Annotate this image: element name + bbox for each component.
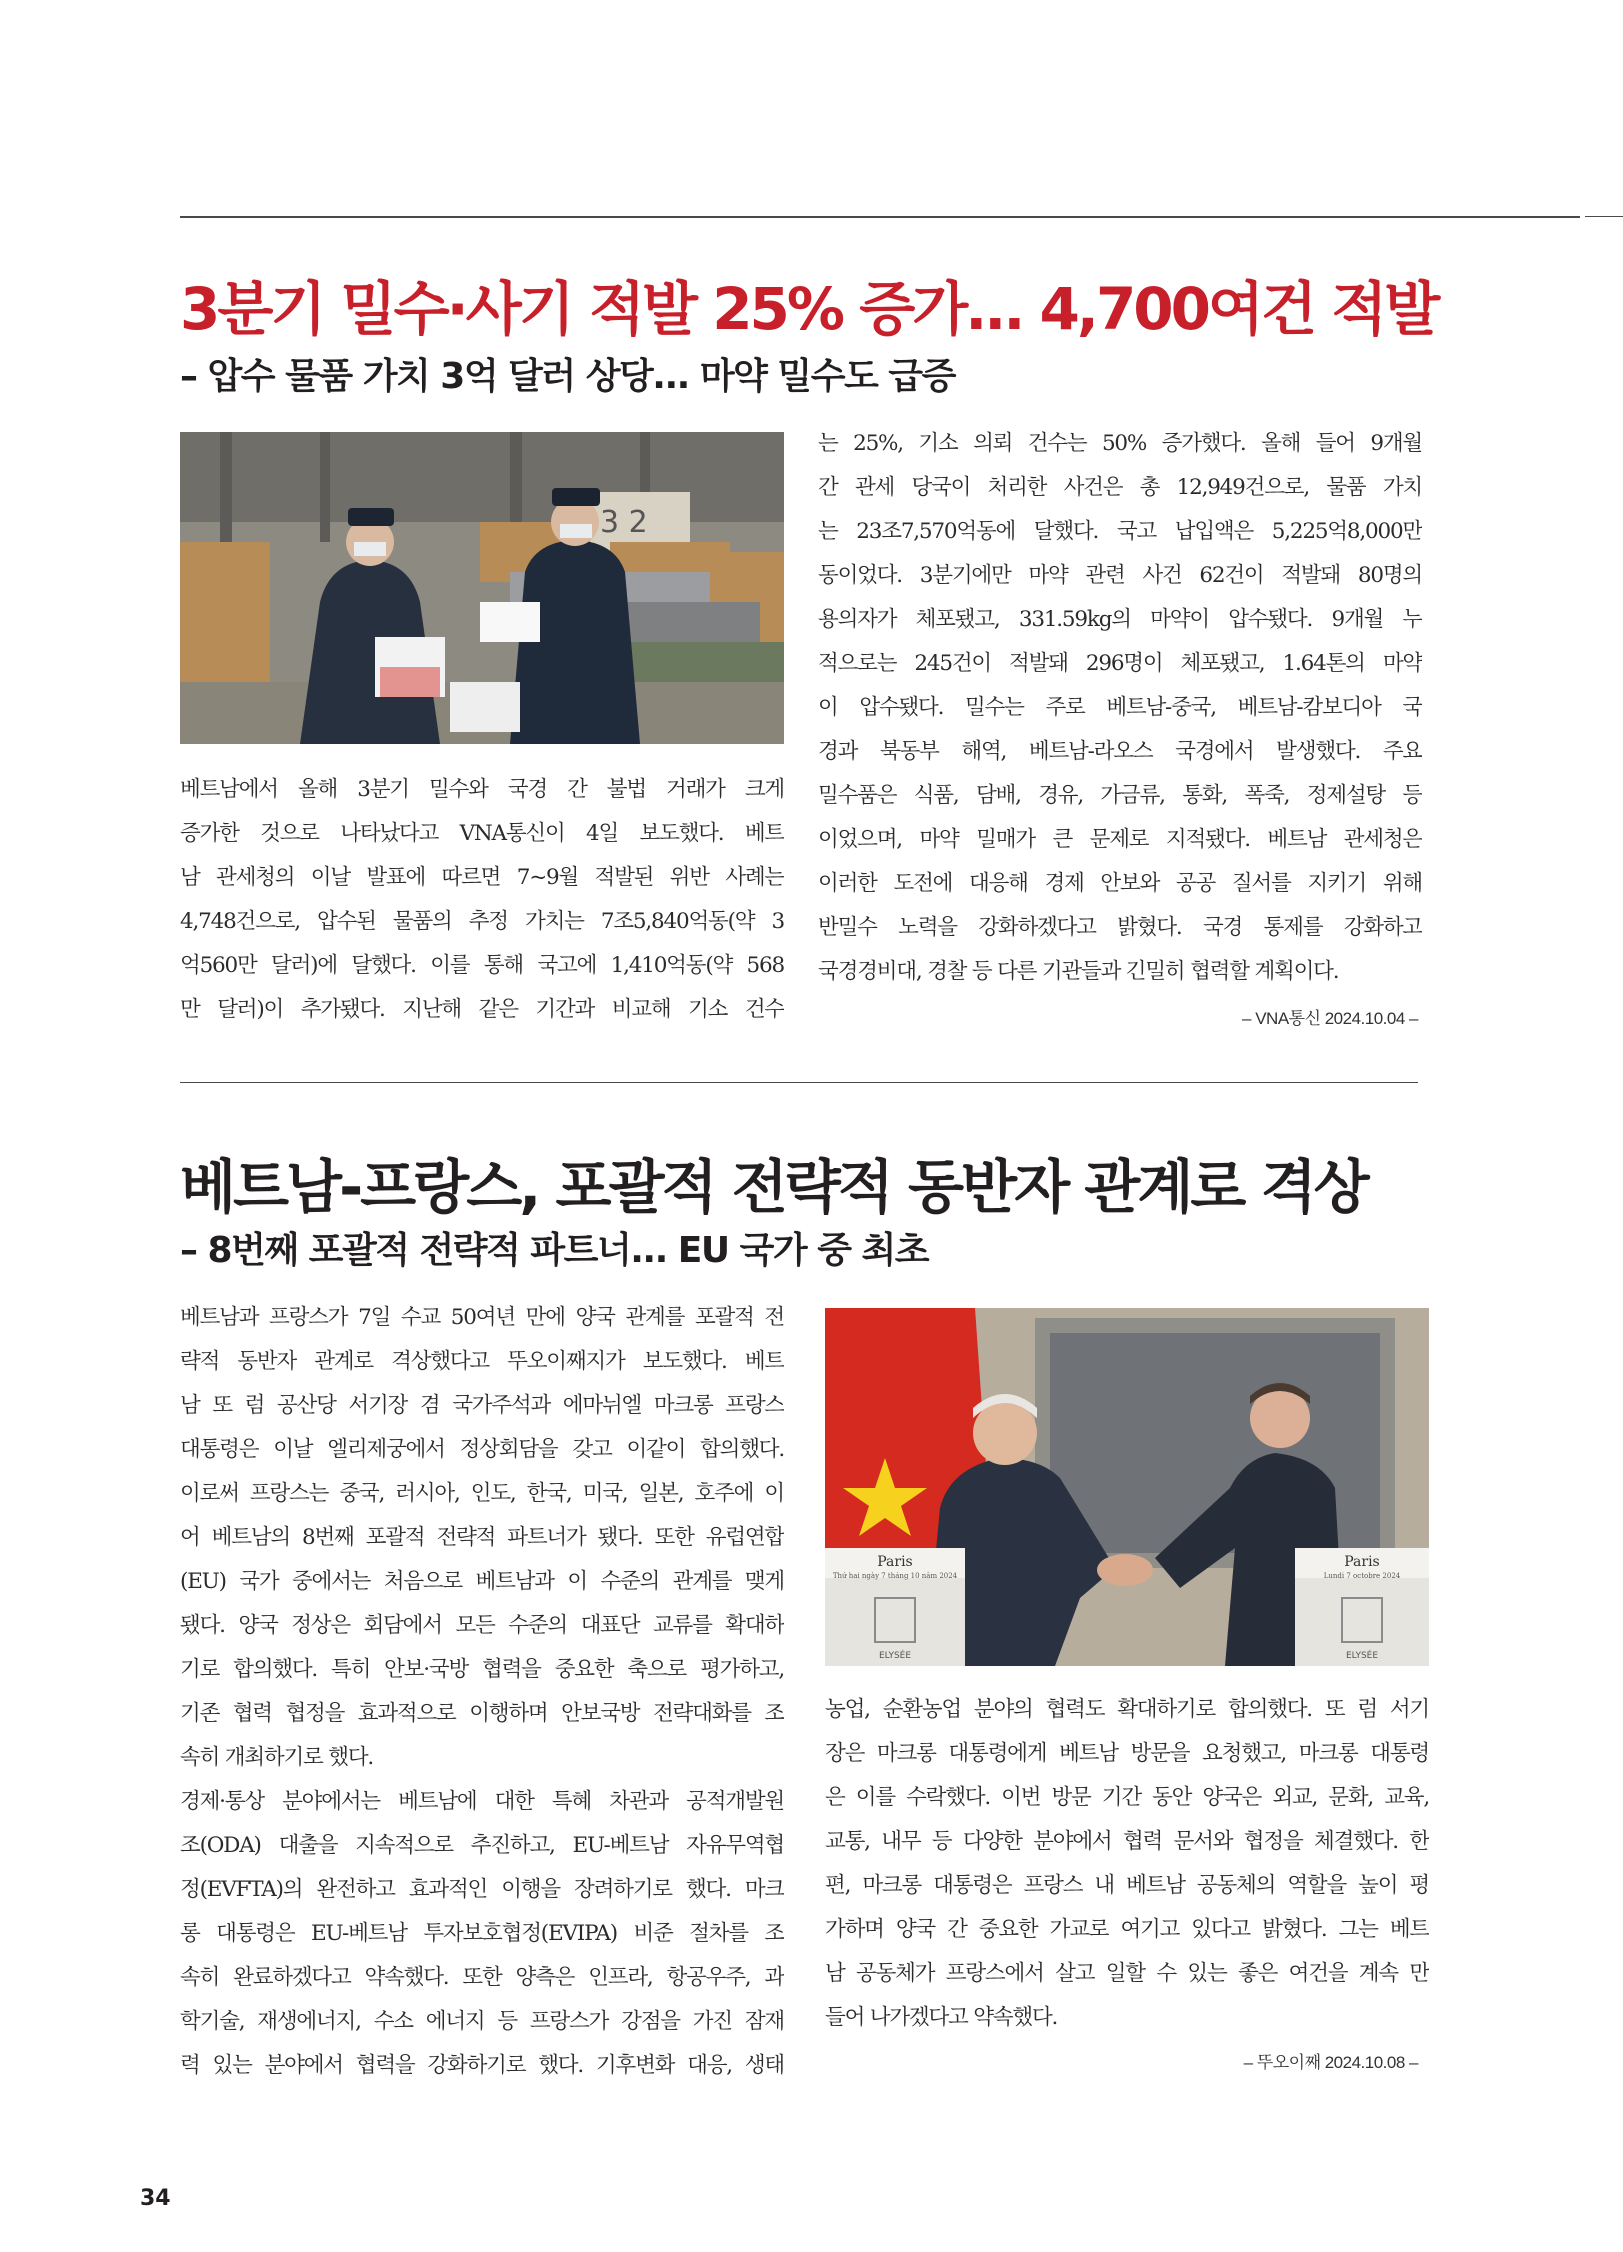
text-line: 용의자가 체포됐고, 331.59kg의 마약이 압수됐다. 9개월 누 xyxy=(818,607,1422,632)
text-line: 밀수품은 식품, 담배, 경유, 가금류, 통화, 폭죽, 정제설탕 등 xyxy=(818,783,1422,808)
leaders-handshake-photo xyxy=(825,1308,1429,1666)
article1-right-column xyxy=(818,422,1422,994)
article2-right-column xyxy=(825,1688,1429,2040)
podium-left-date: Thứ hai ngày 7 tháng 10 năm 2024 xyxy=(832,1572,958,1580)
svg-text:3 2: 3 2 xyxy=(600,505,648,540)
text-line: 베트남과 프랑스가 7일 수교 50여년 만에 양국 관계를 포괄적 전 xyxy=(180,1305,784,1330)
text-line: 이 압수됐다. 밀수는 주로 베트남-중국, 베트남-캄보디아 국 xyxy=(818,695,1422,720)
text-line: 략적 동반자 관계로 격상했다고 뚜오이째지가 보도했다. 베트 xyxy=(180,1349,784,1374)
text-line: 속히 개최하기로 했다. xyxy=(180,1745,374,1770)
text-line: 이로써 프랑스는 중국, 러시아, 인도, 한국, 미국, 일본, 호주에 이 xyxy=(180,1481,784,1506)
text-line: 편, 마크롱 대통령은 프랑스 내 베트남 공동체의 역할을 높이 평 xyxy=(825,1873,1429,1898)
text-line: 조(ODA) 대출을 지속적으로 추진하고, EU-베트남 자유무역협 xyxy=(180,1833,784,1858)
text-line: 이었으며, 마약 밀매가 큰 문제로 지적됐다. 베트남 관세청은 xyxy=(818,827,1422,852)
page-number: 34 xyxy=(140,2186,171,2211)
text-line: 속히 완료하겠다고 약속했다. 또한 양측은 인프라, 항공우주, 과 xyxy=(180,1965,784,1990)
text-line: 동이었다. 3분기에만 마약 관련 사건 62건이 적발돼 80명의 xyxy=(818,563,1422,588)
text-line: 4,748건으로, 압수된 물품의 추정 가치는 7조5,840억동(약 3 xyxy=(180,909,784,934)
top-rule-end xyxy=(1585,216,1623,217)
article2-source: – 뚜오이째 2024.10.08 – xyxy=(1243,2053,1418,2072)
text-line: 력 있는 분야에서 협력을 강화하기로 했다. 기후변화 대응, 생태 xyxy=(180,2053,784,2078)
text-line: 교통, 내무 등 다양한 분야에서 협력 문서와 협정을 체결했다. 한 xyxy=(825,1829,1429,1854)
text-line: 정(EVFTA)의 완전하고 효과적인 이행을 장려하기로 했다. 마크 xyxy=(180,1877,784,1902)
text-line: 베트남에서 올해 3분기 밀수와 국경 간 불법 거래가 크게 xyxy=(180,777,784,802)
podium-right-city: Paris xyxy=(1344,1554,1380,1570)
text-line: 롱 대통령은 EU-베트남 투자보호협정(EVIPA) 비준 절차를 조 xyxy=(180,1921,784,1946)
top-rule xyxy=(180,216,1580,218)
article1-subhead: – 압수 물품 가치 3억 달러 상당... 마약 밀수도 급증 xyxy=(180,356,955,397)
text-line: 적으로는 245건이 적발돼 296명이 체포됐고, 1.64톤의 마약 xyxy=(818,651,1422,676)
text-line: 은 이를 수락했다. 이번 방문 기간 동안 양국은 외교, 문화, 교육, xyxy=(825,1785,1429,1810)
text-line: 기로 합의했다. 특히 안보·국방 협력을 중요한 축으로 평가하고, xyxy=(180,1657,784,1682)
text-line: (EU) 국가 중에서는 처음으로 베트남과 이 수준의 관계를 맺게 xyxy=(180,1569,784,1594)
podium-right-emblem: ELYSÉE xyxy=(1345,1651,1379,1661)
article2-subhead: – 8번째 포괄적 전략적 파트너... EU 국가 중 최초 xyxy=(180,1230,929,1271)
text-line: 장은 마크롱 대통령에게 베트남 방문을 요청했고, 마크롱 대통령 xyxy=(825,1741,1429,1766)
text-line: 남 공동체가 프랑스에서 살고 일할 수 있는 좋은 여건을 계속 만 xyxy=(825,1961,1429,1986)
text-line: 어 베트남의 8번째 포괄적 전략적 파트너가 됐다. 또한 유럽연합 xyxy=(180,1525,784,1550)
section-divider xyxy=(180,1082,1418,1083)
text-line: 증가한 것으로 나타났다고 VNA통신이 4일 보도했다. 베트 xyxy=(180,821,784,846)
text-line: 남 관세청의 이날 발표에 따르면 7~9월 적발된 위반 사례는 xyxy=(180,865,784,890)
text-line: 억560만 달러)에 달했다. 이를 통해 국고에 1,410억동(약 568 xyxy=(180,953,784,978)
customs-inspection-photo xyxy=(180,432,784,744)
article2-headline: 베트남-프랑스, 포괄적 전략적 동반자 관계로 격상 xyxy=(180,1153,1367,1221)
text-line: 됐다. 양국 정상은 회담에서 모든 수준의 대표단 교류를 확대하 xyxy=(180,1613,784,1638)
text-line: 간 관세 당국이 처리한 사건은 총 12,949건으로, 물품 가치 xyxy=(818,475,1422,500)
text-line: 는 25%, 기소 의뢰 건수는 50% 증가했다. 올해 들어 9개월 xyxy=(818,431,1422,456)
text-line: 들어 나가겠다고 약속했다. xyxy=(825,2005,1058,2030)
text-line: 농업, 순환농업 분야의 협력도 확대하기로 합의했다. 또 럼 서기 xyxy=(825,1697,1429,1722)
text-line: 경제·통상 분야에서는 베트남에 대한 특혜 차관과 공적개발원 xyxy=(180,1789,784,1814)
text-line: 학기술, 재생에너지, 수소 에너지 등 프랑스가 강점을 가진 잠재 xyxy=(180,2009,784,2034)
text-line: 경과 북동부 해역, 베트남-라오스 국경에서 발생했다. 주요 xyxy=(818,739,1422,764)
article1-source: – VNA통신 2024.10.04 – xyxy=(1242,1009,1418,1028)
text-line: 남 또 럼 공산당 서기장 겸 국가주석과 에마뉘엘 마크롱 프랑스 xyxy=(180,1393,784,1418)
text-line: 가하며 양국 간 중요한 가교로 여기고 있다고 밝혔다. 그는 베트 xyxy=(825,1917,1429,1942)
podium-left-city: Paris xyxy=(877,1554,913,1570)
text-line: 대통령은 이날 엘리제궁에서 정상회담을 갖고 이같이 합의했다. xyxy=(180,1437,784,1462)
text-line: 이러한 도전에 대응해 경제 안보와 공공 질서를 지키기 위해 xyxy=(818,871,1422,896)
text-line: 기존 협력 협정을 효과적으로 이행하며 안보국방 전략대화를 조 xyxy=(180,1701,784,1726)
podium-right-date: Lundi 7 octobre 2024 xyxy=(1323,1572,1401,1580)
text-line: 반밀수 노력을 강화하겠다고 밝혔다. 국경 통제를 강화하고 xyxy=(818,915,1422,940)
podium-left-emblem: ELYSÉE xyxy=(878,1651,912,1661)
article1-left-column xyxy=(180,768,784,1032)
text-line: 만 달러)이 추가됐다. 지난해 같은 기간과 비교해 기소 건수 xyxy=(180,997,784,1022)
text-line: 는 23조7,570억동에 달했다. 국고 납입액은 5,225억8,000만 xyxy=(818,519,1422,544)
article1-headline: 3분기 밀수·사기 적발 25% 증가... 4,700여건 적발 xyxy=(180,275,1438,343)
text-line: 국경경비대, 경찰 등 다른 기관들과 긴밀히 협력할 계획이다. xyxy=(818,959,1339,984)
article2-left-column xyxy=(180,1296,784,2088)
